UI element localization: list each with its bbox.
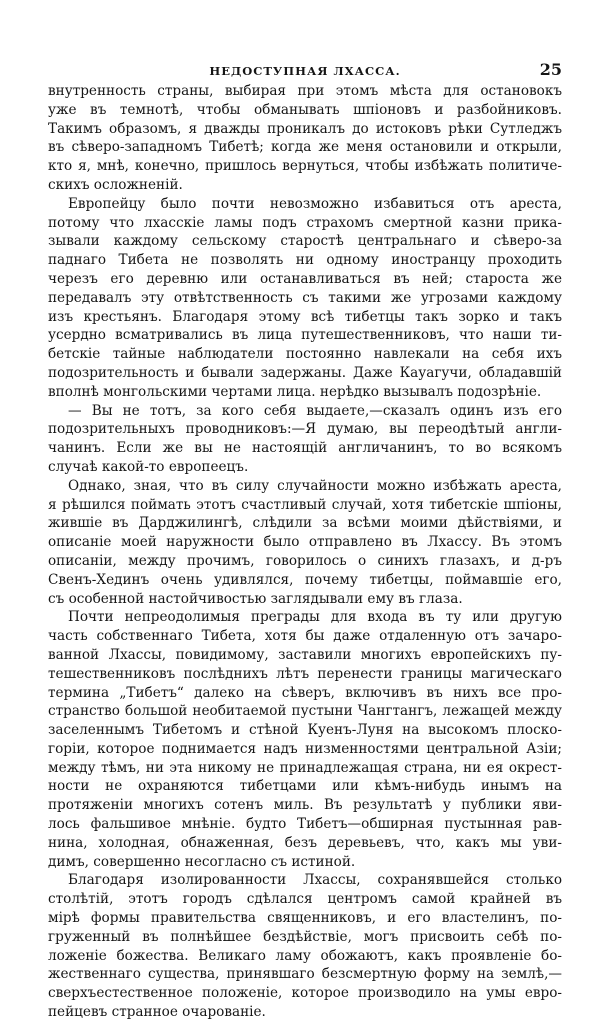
text-line: — Вы не тотъ, за кого себя выдаете,—сказалъ одинъ изъ его — [68, 402, 562, 419]
text-line: подозрительныхъ проводниковъ:—Я думаю, вы переодѣтый англи- — [48, 421, 562, 438]
text-line: скихъ осложненій. — [48, 176, 183, 193]
text-line: столѣтій, этотъ городъ сдѣлался центромъ самой крайней въ — [48, 891, 562, 908]
text-line: нина, холодная, обнаженная, безъ деревьевъ, что, какъ мы уви- — [48, 834, 562, 851]
text-line: передавалъ эту отвѣтственность съ такими же угрозами каждому — [48, 289, 562, 306]
text-line: потому что лхасскіе ламы подъ страхомъ смертной казни прика- — [48, 214, 562, 231]
page-number: 25 — [539, 60, 562, 79]
text-line: уже въ темнотѣ, чтобы обманывать шпіоновъ и разбойниковъ. — [48, 101, 562, 118]
text-line: случаѣ какой-то европеецъ. — [48, 458, 249, 475]
text-line: мірѣ формы правительства священниковъ, и его властелинъ, по- — [48, 910, 562, 927]
text-line: Благодаря изолированности Лхассы, сохранявшейся столько — [68, 872, 562, 889]
text-line: Свенъ-Хединъ очень удивлялся, почему тибетцы, поймавшіе его, — [48, 571, 562, 588]
text-line: паднаго Тибета не позволять ни одному иностранцу проходить — [48, 252, 562, 269]
text-line: протяженіи многихъ сотенъ миль. Въ результатѣ у публики яви- — [48, 797, 562, 814]
text-line: странство большой необитаемой пустыни Чангтангъ, лежащей между — [48, 703, 562, 720]
text-line: жившіе въ Дарджилингѣ, слѣдили за всѣми моими дѣйствіями, и — [48, 515, 562, 532]
paragraph — [48, 871, 562, 1021]
text-line: съ особенной настойчивостью заглядывали ему въ глаза. — [48, 590, 463, 607]
paragraph — [48, 402, 562, 477]
text-line: кто я, мнѣ, конечно, пришлось вернуться, чтобы избѣжать политиче- — [48, 158, 562, 175]
text-line: черезъ его деревню или останавливаться въ ней; староста же — [48, 270, 562, 287]
paragraph — [48, 195, 562, 402]
text-line: пейцевъ странное очарованіе. — [48, 1004, 266, 1021]
text-line: Почти непреодолимыя преграды для входа въ ту или другую — [68, 609, 562, 626]
text-line: ванной Лхассы, повидимому, заставили многихъ европейскихъ пу- — [48, 646, 562, 663]
text-line: въ сѣверо-западномъ Тибетѣ; когда же меня остановили и открыли, — [48, 139, 562, 156]
text-line: усердно всматривались въ лица путешественниковъ, что наши ти- — [48, 327, 562, 344]
text-line: термина „Тибетъ“ далеко на сѣверъ, включивъ въ нихъ все про- — [48, 684, 562, 701]
paragraph — [48, 608, 562, 871]
text-line: вполнѣ монгольскими чертами лица. нерѣдко вызывалъ подозрѣніе. — [48, 383, 542, 400]
text-line: Европейцу было почти невозможно избавиться отъ ареста, — [68, 195, 562, 212]
text-line: подозрительность и бывали задержаны. Даже Кауагучи, обладавшій — [48, 364, 562, 381]
text-line: Однако, зная, что въ силу случайности можно избѣжать ареста, — [68, 477, 562, 494]
text-line: горіи, которое поднимается надъ низменностями центральной Азіи; — [48, 740, 562, 757]
text-line: лось фальшивое мнѣніе. будто Тибетъ—обширная пустынная рав- — [48, 816, 562, 833]
text-line: описаніи, между прочимъ, говорилось о синихъ глазахъ, и д-ръ — [48, 552, 562, 569]
text-line: ности не охраняются тибетцами или кѣмъ-нибудь инымъ на — [48, 778, 562, 795]
text-line: сверхъестественное положеніе, которое производило на умы евро- — [48, 985, 562, 1002]
paragraph — [48, 82, 562, 195]
paragraph — [48, 477, 562, 609]
text-line: жественнаго существа, принявшаго безсмертную форму на землѣ,— — [48, 966, 562, 983]
text-line: димъ, совершенно несогласно съ истиной. — [48, 853, 356, 870]
text-line: зывали каждому сельскому старостѣ центральнаго и сѣверо-за — [48, 233, 562, 250]
body-text — [48, 82, 562, 1022]
text-line: внутренность страны, выбирая при этомъ мѣста для остановокъ — [48, 83, 562, 99]
text-line: ложеніе божества. Великаго ламу обожаютъ, какъ проявленіе бо- — [48, 947, 562, 964]
text-line: я рѣшился поймать этотъ счастливый случай, хотя тибетскіе шпіоны, — [48, 496, 562, 513]
text-line: тешественниковъ послѣднихъ лѣтъ перенести границы магическаго — [48, 665, 562, 682]
text-line: описаніе моей наружности было отправлено въ Лхассу. Въ этомъ — [48, 534, 562, 551]
text-line: чанинъ. Если же вы не настоящій англичанинъ, то во всякомъ — [48, 440, 562, 457]
text-line: часть собственнаго Тибета, хотя бы даже отдаленную отъ зачаро- — [48, 628, 562, 645]
running-title: НЕДОСТУПНАЯ ЛХАССА. — [209, 64, 401, 78]
text-line: Такимъ образомъ, я дважды проникалъ до истоковъ рѣки Сутледжъ — [48, 120, 562, 137]
text-line: груженный въ полнѣйшее бездѣйствіе, могъ присвоить себѣ по- — [48, 928, 562, 945]
text-line: заселеннымъ Тибетомъ и стѣной Куенъ-Луня на высокомъ плоско- — [48, 722, 562, 739]
text-line: между тѣмъ, ни эта никому не принадлежащая страна, ни ея окрест- — [48, 759, 562, 776]
page-header — [48, 60, 562, 80]
text-line: бетскіе тайные наблюдатели постоянно навлекали на себя ихъ — [48, 346, 562, 363]
text-line: изъ крестьянъ. Благодаря этому всѣ тибетцы такъ зорко и такъ — [48, 308, 562, 325]
